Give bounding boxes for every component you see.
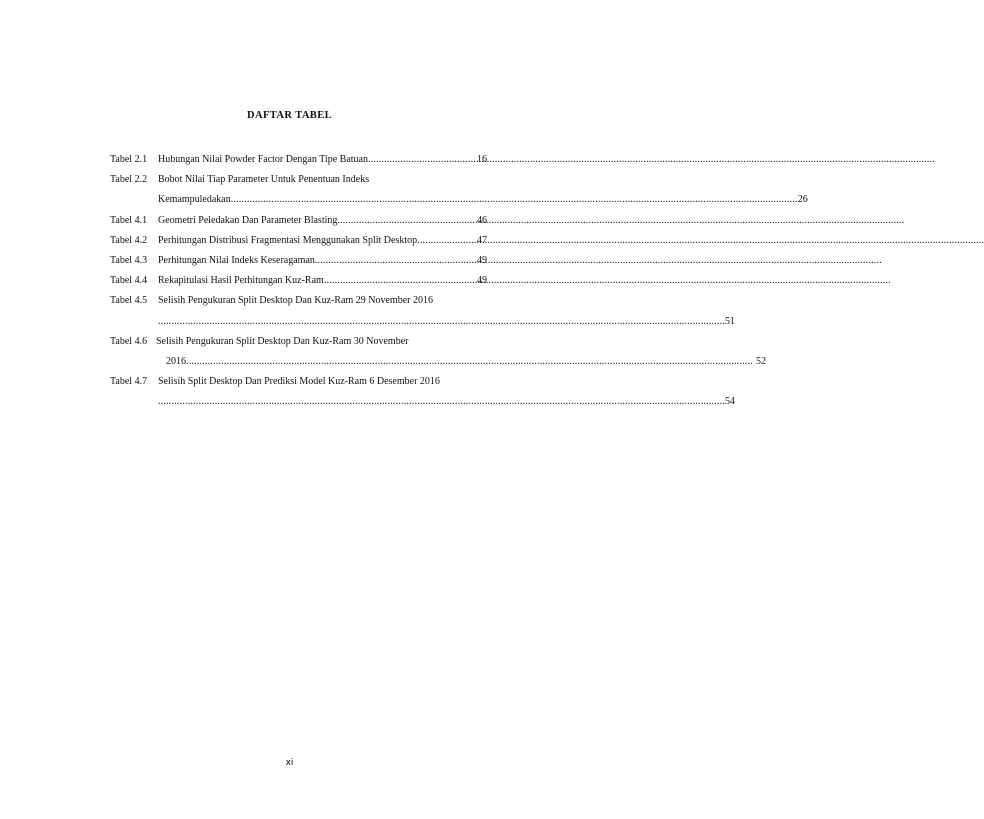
entry-title: Perhitungan Nilai Indeks Keseragaman [158,255,315,267]
entry-page: 46 [477,214,487,226]
entry-label: Tabel 4.5 [110,295,148,307]
entry-title: Bobot Nilai Tiap Parameter Untuk Penentuan Indeks [158,174,370,186]
toc-entry-4-3[interactable] [110,251,487,271]
entry-page: 51 [725,315,735,327]
entry-label: Tabel 2.2 [110,174,148,186]
dot-leader [368,150,477,170]
dot-leader [158,312,725,332]
entry-title-continued: 2016 [166,356,186,368]
toc-entry-2-2[interactable] [110,170,808,210]
entry-title: Selisih Pengukuran Split Desktop Dan Kuz-Ram 30 November [156,335,409,347]
entry-label: Tabel 4.6 [110,335,148,347]
dot-leader [231,190,798,210]
toc-entry-4-2[interactable] [110,231,487,251]
entry-label: Tabel 4.7 [110,376,148,388]
toc-entry-4-4[interactable] [110,271,487,291]
entry-page: 54 [725,396,735,408]
entry-page: 49 [477,255,487,267]
toc-entry-4-7[interactable] [110,372,735,412]
entry-label: Tabel 4.4 [110,275,148,287]
entry-page: 49 [477,275,487,287]
entry-title: Hubungan Nilai Powder Factor Dengan Tipe Batuan [158,154,368,165]
page-title: DAFTAR TABEL [246,110,333,121]
entry-title: Geometri Peledakan Dan Parameter Blasting [158,214,338,226]
dot-leader [186,352,753,372]
dot-leader [324,271,477,291]
entry-label: Tabel 4.3 [110,255,148,267]
entry-title: Perhitungan Distribusi Fragmentasi Menggunakan Split Desktop [158,234,418,246]
entry-title: Selisih Pengukuran Split Desktop Dan Kuz-Ram 29 November 2016 [158,295,433,307]
toc-entry-2-1[interactable] [110,150,487,170]
toc-entry-4-5[interactable] [110,291,735,331]
page-number: xi [285,758,294,768]
dot-leader [417,231,477,251]
entry-title: Selisih Split Desktop Dan Prediksi Model Kuz-Ram 6 Desember 2016 [158,376,440,388]
dot-leader [158,392,725,412]
entry-label: Tabel 4.1 [110,214,148,226]
table-list [110,150,808,413]
dot-leader [315,251,477,271]
entry-label: Tabel 2.1 [110,154,148,165]
entry-title-continued: Kemampuledakan [158,194,231,206]
toc-entry-4-1[interactable] [110,211,487,231]
entry-page: 47 [477,234,487,246]
entry-page: 52 [756,356,766,368]
entry-page: 26 [797,194,808,206]
entry-title: Rekapitulasi Hasil Perhitungan Kuz-Ram [158,275,324,287]
toc-entry-4-6[interactable] [110,332,766,372]
entry-page: 16 [477,154,487,165]
dot-leader [337,211,477,231]
entry-label: Tabel 4.2 [110,234,148,246]
